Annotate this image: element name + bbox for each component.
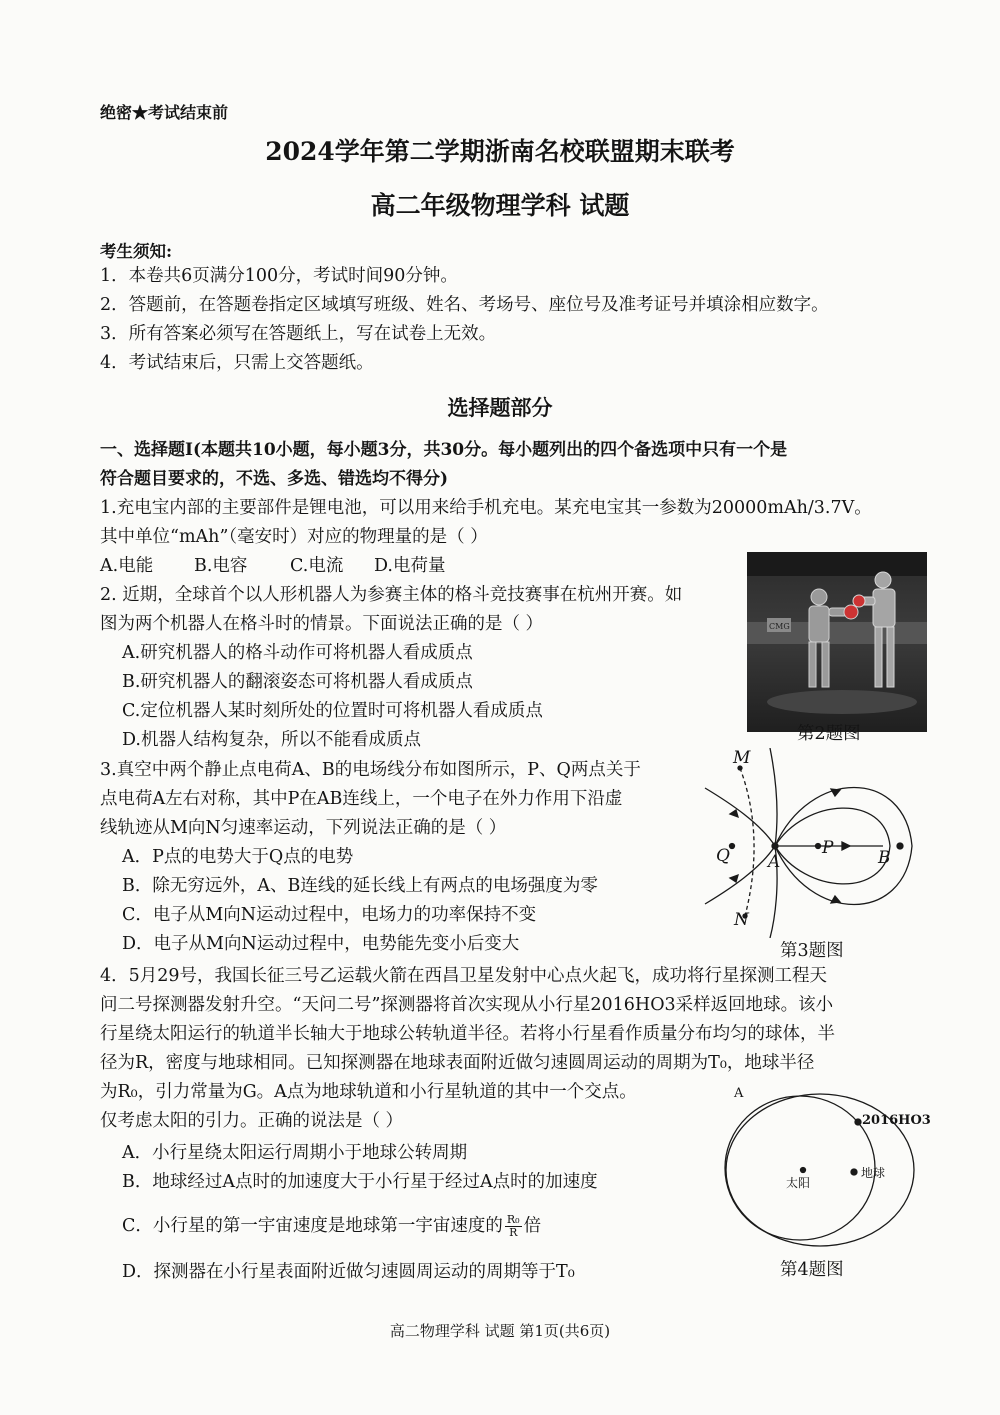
label-a: A (768, 852, 781, 872)
notice-item-2: 2．答题前，在答题卷指定区域填写班级、姓名、考场号、座位号及准考证号并填涂相应数字。 (100, 295, 829, 315)
q1-option-c: C.电流 (290, 556, 344, 576)
q4-option-d: D．探测器在小行星表面附近做匀速圆周运动的周期等于T₀ (122, 1262, 575, 1282)
section-intro-line1: 一、选择题Ⅰ(本题共10小题，每小题3分，共30分。每小题列出的四个备选项中只有一个是 (100, 440, 788, 460)
asteroid-label: 2016HO3 (862, 1113, 931, 1128)
q3-option-b: B．除无穷远外，A、B连线的延长线上有两点的电场强度为零 (122, 876, 598, 896)
q2-robot-photo (747, 552, 927, 732)
page-footer: 高二物理学科 试题 第1页(共6页) (389, 1322, 611, 1340)
label-p: P (822, 838, 834, 858)
notice-item-3: 3．所有答案必须写在答题纸上，写在试卷上无效。 (100, 324, 497, 344)
label-m: M (733, 748, 751, 768)
fraction-denominator: R (509, 1226, 518, 1239)
photo-sign: CMG (769, 622, 790, 631)
q4-option-a: A．小行星绕太阳运行周期小于地球公转周期 (122, 1143, 468, 1163)
q3-figure-caption: 第3题图 (780, 941, 844, 961)
q2-stem-line2: 图为两个机器人在格斗时的情景。下面说法正确的是（ ） (100, 614, 544, 634)
q2-option-b: B.研究机器人的翻滚姿态可将机器人看成质点 (122, 672, 473, 692)
q4-option-c-suffix: 倍 (523, 1216, 542, 1236)
section-title: 选择题部分 (447, 395, 553, 420)
q1-option-d: D.电荷量 (374, 556, 446, 576)
q2-figure-caption: 第2题图 (797, 724, 861, 744)
q4-stem-line3: 行星绕太阳运行的轨道半长轴大于地球公转轨道半径。若将小行星看作质量分布均匀的球体，半 (100, 1024, 835, 1044)
q4-figure-caption: 第4题图 (780, 1260, 844, 1280)
q3-stem-line2: 点电荷A左右对称，其中P在AB连线上，一个电子在外力作用下沿虚 (100, 789, 623, 809)
q2-option-d: D.机器人结构复杂，所以不能看成质点 (122, 730, 421, 750)
label-q: Q (716, 846, 730, 866)
q1-option-b: B.电容 (194, 556, 248, 576)
notice-item-4: 4．考试结束后，只需上交答题纸。 (100, 353, 374, 373)
q1-stem-line2: 其中单位“mAh”（毫安时）对应的物理量的是（ ） (100, 527, 488, 547)
q4-stem-line2: 问二号探测器发射升空。“天问二号”探测器将首次实现从小行星2016HO3采样返回地球。该小 (100, 995, 834, 1015)
q1-option-a: A.电能 (100, 556, 154, 576)
label-n: N (734, 910, 749, 930)
q1-stem-line1: 1.充电宝内部的主要部件是锂电池，可以用来给手机充电。某充电宝其一参数为20000mAh/3.7V。 (100, 498, 872, 518)
q2-option-a: A.研究机器人的格斗动作可将机器人看成质点 (122, 643, 473, 663)
q4-stem-line4: 径为R，密度与地球相同。已知探测器在地球表面附近做匀速圆周运动的周期为T₀，地球半径 (100, 1053, 815, 1073)
q3-field-diagram (700, 748, 930, 938)
exam-title: 2024学年第二学期浙南名校联盟期末联考 (265, 137, 735, 166)
q4-option-c (122, 1212, 541, 1241)
q4-stem-line5: 为R₀，引力常量为G。A点为地球轨道和小行星轨道的其中一个交点。 (100, 1082, 637, 1102)
exam-subtitle: 高二年级物理学科 试题 (370, 191, 630, 220)
label-b: B (878, 848, 891, 868)
q4-option-b: B．地球经过A点时的加速度大于小行星于经过A点时的加速度 (122, 1172, 598, 1192)
notice-item-1: 1．本卷共6页满分100分，考试时间90分钟。 (100, 266, 458, 286)
q4-option-c-text: C．小行星的第一宇宙速度是地球第一宇宙速度的 (122, 1216, 503, 1236)
section-intro-line2: 符合题目要求的，不选、多选、错选均不得分) (100, 469, 449, 489)
q3-stem-line3: 线轨迹从M向N匀速率运动，下列说法正确的是（ ） (100, 818, 507, 838)
fraction-numerator: R₀ (506, 1213, 520, 1226)
q4-stem-line1: 4．5月29号，我国长征三号乙运载火箭在西昌卫星发射中心点火起飞，成功将行星探测工程天 (100, 966, 828, 986)
earth-label: 地球 (861, 1166, 886, 1180)
q3-option-a: A．P点的电势大于Q点的电势 (122, 847, 354, 867)
q4-stem-line6: 仅考虑太阳的引力。正确的说法是（ ） (100, 1111, 404, 1131)
q2-option-c: C.定位机器人某时刻所处的位置时可将机器人看成质点 (122, 701, 543, 721)
notice-heading: 考生须知: (100, 242, 173, 261)
q3-option-d: D．电子从M向N运动过程中，电势能先变小后变大 (122, 934, 520, 954)
confidential-mark: 绝密★考试结束前 (100, 103, 229, 122)
sun-label: 太阳 (786, 1176, 811, 1190)
orbit-label-a: A (734, 1086, 744, 1101)
q4-option-c-fraction (505, 1214, 522, 1239)
q3-stem-line1: 3.真空中两个静止点电荷A、B的电场线分布如图所示，P、Q两点关于 (100, 760, 641, 780)
q2-stem-line1: 2. 近期，全球首个以人形机器人为参赛主体的格斗竞技赛事在杭州开赛。如 (100, 585, 683, 605)
q3-option-c: C．电子从M向N运动过程中，电场力的功率保持不变 (122, 905, 537, 925)
q4-orbit-diagram (720, 1086, 931, 1258)
